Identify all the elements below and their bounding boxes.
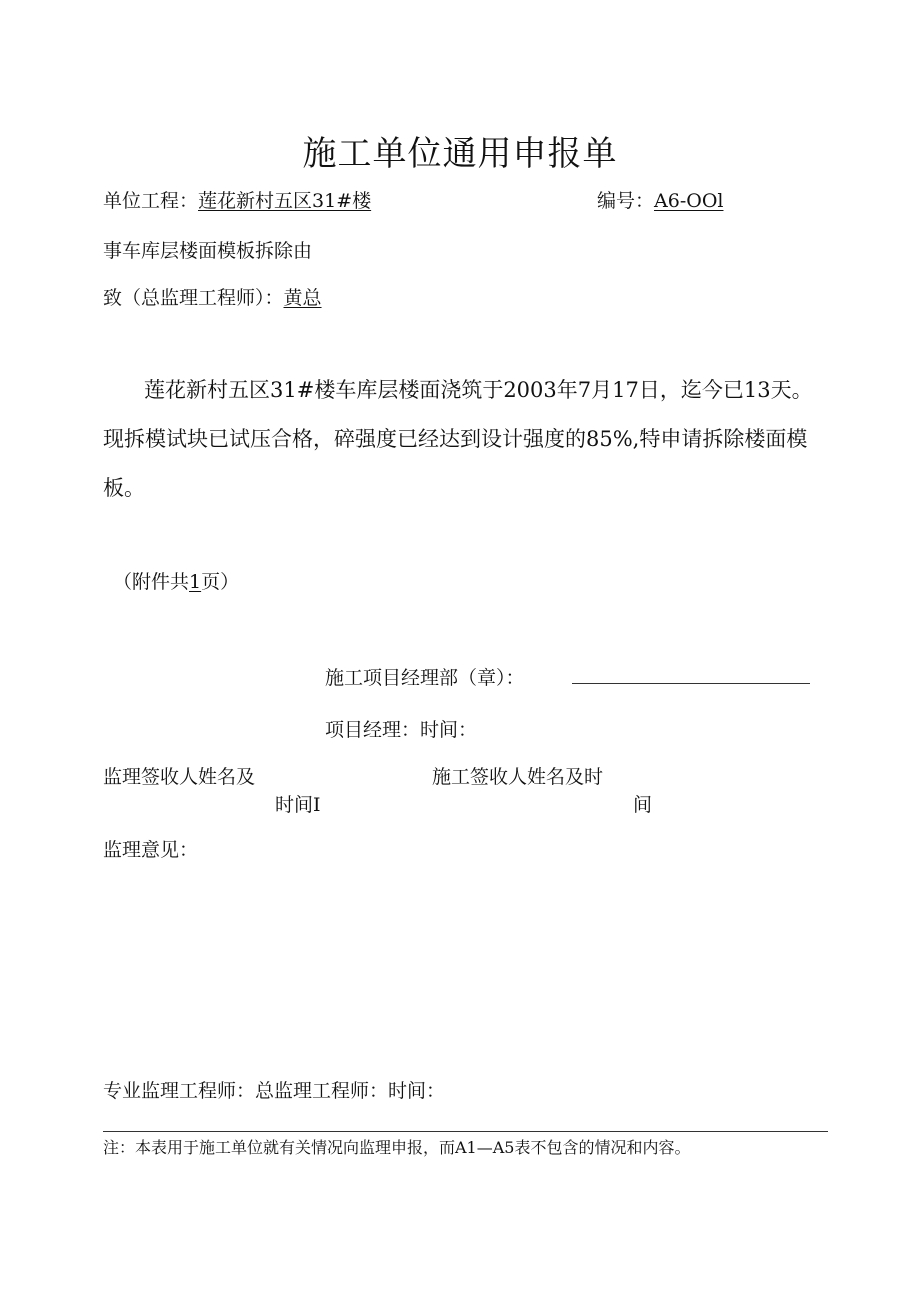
attachment-suffix: 页） [201, 571, 240, 593]
addressee-value: 黄总 [283, 287, 322, 309]
subject-line: 事车库层楼面模板拆除由 [103, 240, 313, 262]
body-line-2: 现拆模试块已试压合格，碎强度已经达到设计强度的85%,特申请拆除楼面模 [103, 427, 808, 451]
body-line-3: 板。 [103, 476, 145, 500]
addressee-field [103, 283, 322, 310]
engineers-signature-line: 专业监理工程师：总监理工程师：时间： [103, 1080, 446, 1102]
project-field [103, 186, 371, 213]
attachment-prefix: （附件共 [113, 571, 190, 593]
footer-divider [103, 1131, 828, 1132]
footnote: 注：本表用于施工单位就有关情况向监理申报，而A1—A5表不包含的情况和内容。 [103, 1138, 691, 1157]
opinion-label: 监理意见： [103, 839, 199, 861]
supervisor-receipt-label-1: 监理签收人姓名及 [103, 766, 256, 788]
number-field [597, 186, 723, 213]
attachment-note [113, 567, 239, 594]
supervisor-receipt-label-2: 时间I [275, 794, 321, 816]
dept-stamp-signature-line [572, 683, 810, 684]
project-label: 单位工程： [103, 190, 199, 212]
number-value: A6-OOl [654, 190, 724, 212]
page-title: 施工单位通用申报单 [302, 134, 618, 174]
project-value: 莲花新村五区31#楼 [198, 190, 372, 212]
dept-stamp-label: 施工项目经理部（章）： [325, 667, 525, 689]
attachment-count: 1 [189, 571, 202, 593]
contractor-receipt-label-1: 施工签收人姓名及时 [432, 766, 604, 788]
addressee-label: 致（总监理工程师）： [103, 287, 284, 309]
body-line-1: 莲花新村五区31#楼车库层楼面浇筑于2003年7月17日，迄今已13天。 [144, 378, 813, 402]
manager-time-label: 项目经理：时间： [325, 719, 478, 741]
number-label: 编号： [597, 190, 655, 212]
contractor-receipt-label-2: 间 [633, 794, 653, 816]
